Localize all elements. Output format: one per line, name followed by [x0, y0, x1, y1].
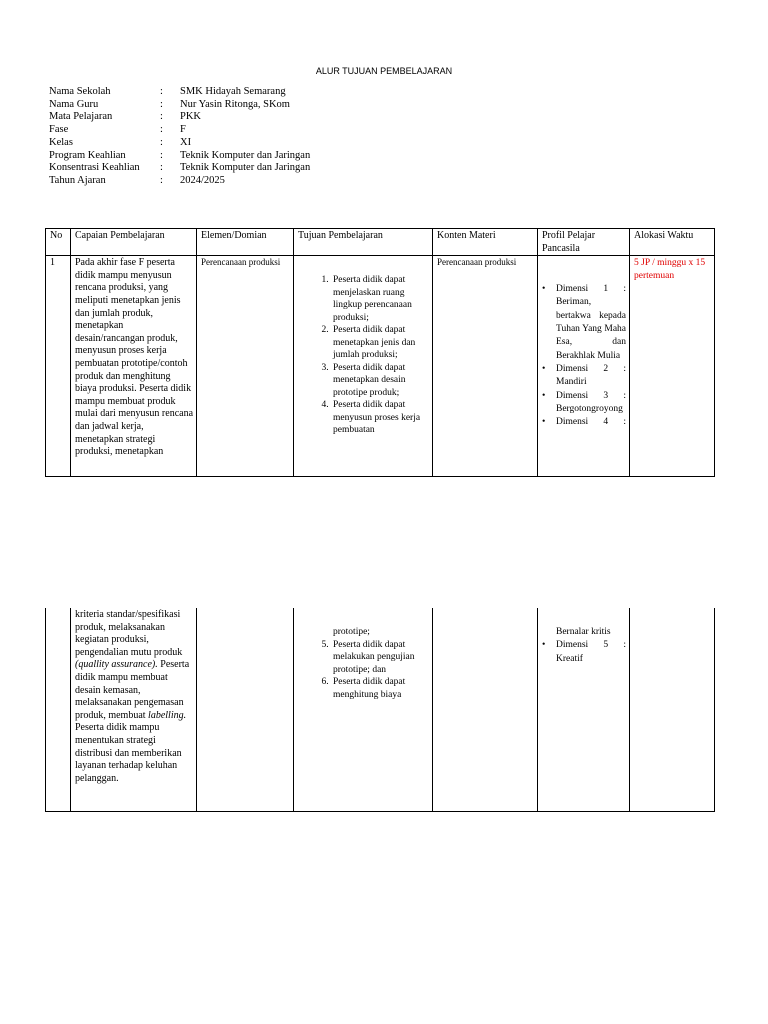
meta-label: Kelas [49, 136, 73, 148]
cell-profil-continued [538, 608, 630, 811]
cell-tujuan-continued [294, 608, 433, 811]
meta-value: Teknik Komputer dan Jaringan [180, 149, 311, 161]
cell-alokasi [630, 608, 715, 811]
list-item: 5. Peserta didik dapat melakukan pengujian prototipe; dan [331, 639, 429, 677]
meta-row-school [49, 86, 310, 99]
list-item [542, 363, 626, 390]
dimensi-label: • Dimensi [556, 363, 589, 374]
meta-label: Fase [49, 124, 69, 136]
list-item [542, 416, 626, 429]
document-title: ALUR TUJUAN PEMBELAJARAN [315, 66, 453, 76]
header-elemen: Elemen/Domian [197, 229, 294, 256]
table-row [46, 608, 715, 811]
meta-row-class [49, 137, 310, 150]
cell-capaian-continued [71, 608, 197, 811]
dimensi-label: • Dimensi [556, 417, 589, 428]
capaian-italic-text: labelling. [148, 709, 187, 721]
meta-row-program [49, 150, 310, 163]
meta-row-phase [49, 124, 310, 137]
dimensi-colon: : [623, 363, 626, 374]
meta-colon: : [160, 124, 163, 136]
header-alokasi: Alokasi Waktu [630, 229, 715, 256]
meta-colon: : [160, 174, 163, 186]
cell-elemen [197, 608, 294, 811]
dimensi-number: 5 [603, 640, 609, 651]
learning-path-table [45, 228, 715, 477]
meta-colon: : [160, 149, 163, 161]
list-item: 2. Peserta didik dapat menetapkan jenis dan jumlah produksi; [331, 324, 429, 362]
list-item: 3. Peserta didik dapat menetapkan desain prototipe produk; [331, 362, 429, 400]
learning-path-table-continued [45, 608, 715, 812]
dimensi-text: Kreatif [556, 653, 583, 664]
meta-value: F [180, 124, 186, 136]
identity-block [49, 86, 310, 188]
profil-list [542, 283, 626, 429]
dimensi-number: 1 [603, 284, 609, 295]
meta-label: Mata Pelajaran [49, 111, 113, 123]
tujuan-continued-text: prototipe; [333, 627, 370, 637]
meta-label: Konsentrasi Keahlian [49, 162, 140, 174]
meta-colon: : [160, 136, 163, 148]
meta-row-subject [49, 111, 310, 124]
list-item: 6. Peserta didik dapat menghitung biaya [331, 676, 429, 701]
meta-value: XI [180, 136, 192, 148]
header-capaian: Capaian Pembelajaran [71, 229, 197, 256]
dimensi-number: 4 [603, 417, 609, 428]
capaian-italic-text: (quallity assurance). [75, 659, 158, 671]
table-row [46, 256, 715, 477]
dimensi-colon: : [623, 417, 626, 428]
dimensi-text: Beriman, bertakwa kepada Tuhan Yang Maha Esa, dan Berakhlak Mulia [556, 297, 626, 361]
meta-row-year [49, 175, 310, 188]
dimensi-colon: : [623, 284, 626, 295]
meta-value: Teknik Komputer dan Jaringan [180, 162, 311, 174]
dimensi-label: • Dimensi [556, 284, 589, 295]
dimensi-colon: : [623, 640, 626, 651]
meta-value: PKK [180, 111, 202, 123]
meta-row-teacher [49, 99, 310, 112]
capaian-text: Peserta didik mampu membuat desain kemasan, melaksanakan pengemasan produk, membuat [75, 659, 190, 721]
profil-list [542, 639, 626, 666]
dimensi-text: Bergotongroyong [556, 403, 623, 414]
tujuan-list [298, 639, 429, 702]
cell-tujuan [294, 256, 433, 477]
meta-colon: : [160, 98, 163, 110]
header-profil: Profil Pelajar Pancasila [538, 229, 630, 256]
cell-capaian: Pada akhir fase F peserta didik mampu menyusun rencana produksi, yang meliputi menetapkan jenis dan jumlah produk, menetapkan desain/rancangan produk, menyusun proses kerja pembuatan prototipe/contoh produk dan menghitung biaya produksi. Peserta didik mampu membuat produk mulai dari menyusun rencana dan jadwal kerja, menetapkan strategi produksi, menetapkan [71, 256, 197, 477]
dimensi-number: 3 [603, 390, 609, 401]
list-item: 4. Peserta didik dapat menyusun proses kerja pembuatan [331, 399, 429, 437]
cell-alokasi: 5 JP / minggu x 15 pertemuan [630, 256, 715, 477]
list-item [542, 283, 626, 363]
meta-colon: : [160, 162, 163, 174]
tujuan-list [298, 274, 429, 437]
dimensi-label: • Dimensi [556, 390, 589, 401]
cell-no [46, 608, 71, 811]
dimensi-label: • Dimensi [556, 640, 589, 651]
table-header-row [46, 229, 715, 256]
meta-value: 2024/2025 [180, 174, 225, 186]
dimensi-number: 2 [603, 363, 609, 374]
meta-colon: : [160, 86, 163, 97]
cell-konten: Perencanaan produksi [433, 256, 538, 477]
meta-value: Nur Yasin Ritonga, SKom [180, 98, 290, 110]
capaian-text: kriteria standar/spesifikasi produk, melaksanakan kegiatan produksi, pengendalian mutu produk [75, 609, 183, 658]
header-konten: Konten Materi [433, 229, 538, 256]
meta-label: Nama Guru [49, 98, 99, 110]
cell-profil [538, 256, 630, 477]
dimensi-text: Mandiri [556, 377, 587, 388]
meta-row-concentration [49, 162, 310, 175]
cell-no: 1 [46, 256, 71, 477]
header-tujuan: Tujuan Pembelajaran [294, 229, 433, 256]
dimensi-colon: : [623, 390, 626, 401]
meta-value: SMK Hidayah Semarang [180, 86, 286, 97]
list-item [542, 390, 626, 417]
cell-konten [433, 608, 538, 811]
meta-label: Tahun Ajaran [49, 174, 106, 186]
cell-elemen: Perencanaan produksi [197, 256, 294, 477]
capaian-text: Peserta didik mampu menentukan strategi distribusi dan memberikan layanan terhadap keluhan pelanggan. [75, 722, 182, 784]
meta-label: Nama Sekolah [49, 86, 111, 97]
header-no: No [46, 229, 71, 256]
profil-continued-text: Bernalar kritis [556, 627, 611, 637]
list-item: 1. Peserta didik dapat menjelaskan ruang lingkup perencanaan produksi; [331, 274, 429, 324]
list-item [542, 639, 626, 666]
meta-label: Program Keahlian [49, 149, 126, 161]
meta-colon: : [160, 111, 163, 123]
